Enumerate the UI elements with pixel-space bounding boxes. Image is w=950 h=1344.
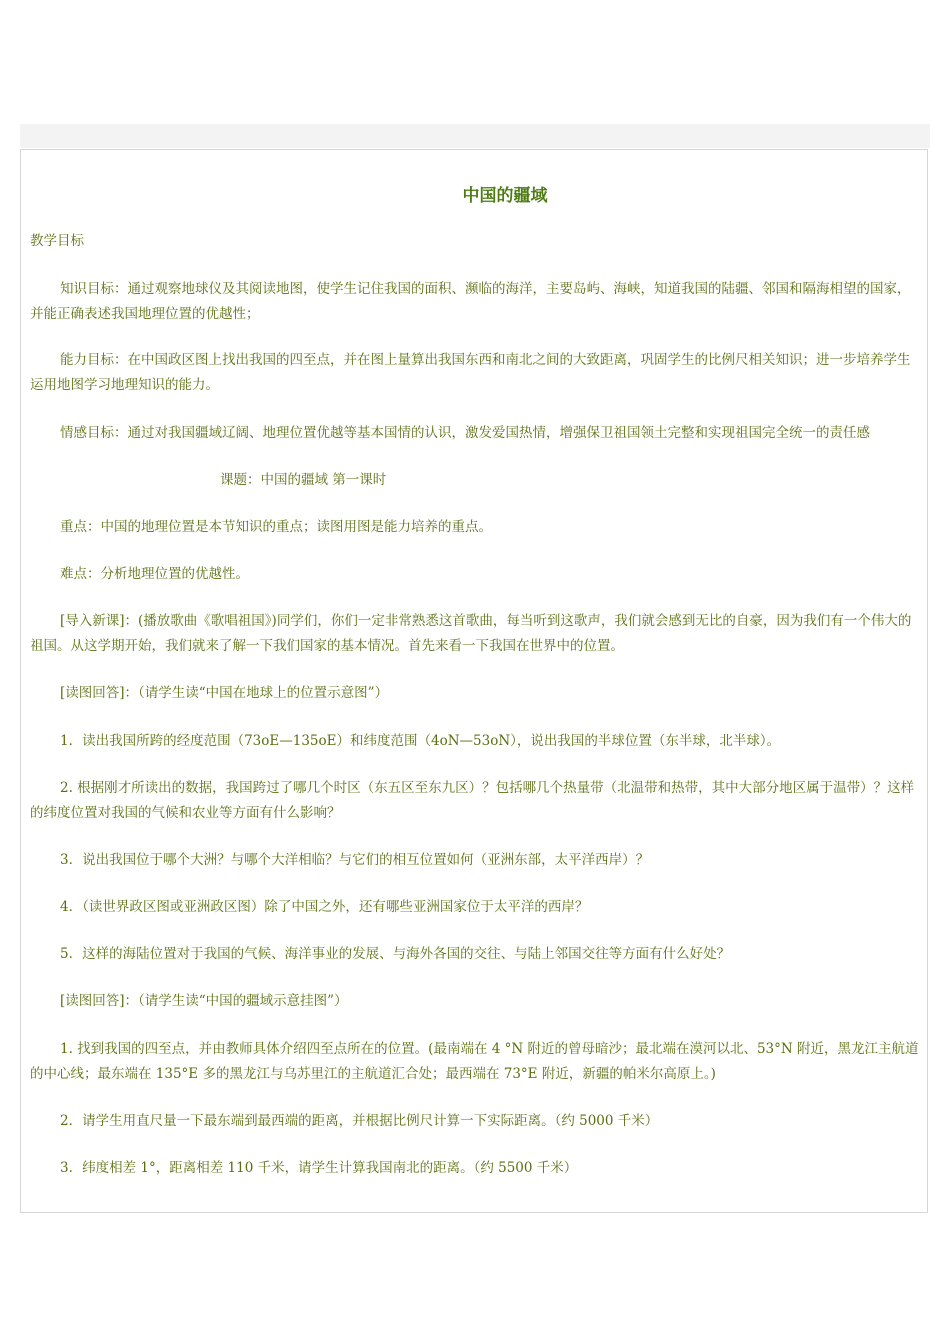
- page-title: 中国的疆域: [462, 186, 548, 206]
- question-item: 3．纬度相差 1°，距离相差 110 千米，请学生计算我国南北的距离。（约 5500 千米）: [60, 1160, 578, 1176]
- ability-goal: 能力目标：在中国政区图上找出我国的四至点，并在图上量算出我国东西和南北之间的大致距离，巩固学生的比例尺相关知识；进一步培养学生运用地图学习地理知识的能力。: [30, 352, 911, 393]
- read-map-heading-2: [读图回答]：（请学生读“中国的疆域示意挂图”）: [60, 993, 348, 1009]
- question-item: 2．请学生用直尺量一下最东端到最西端的距离，并根据比例尺计算一下实际距离。（约 5000 千米）: [60, 1113, 659, 1129]
- header-band: [20, 124, 930, 148]
- question-item: 3．说出我国位于哪个大洲？与哪个大洋相临？与它们的相互位置如何（亚洲东部，太平洋西岸）？: [60, 852, 650, 868]
- key-point: 重点：中国的地理位置是本节知识的重点；读图用图是能力培养的重点。: [60, 519, 492, 535]
- question-item: 2. 根据刚才所读出的数据，我国跨过了哪几个时区（东五区至东九区）？包括哪几个热量带（北温带和热带，其中大部分地区属于温带）？这样的纬度位置对我国的气候和农业等方面有什么影响？: [30, 780, 915, 821]
- question-item: 4．（读世界政区图或亚洲政区图）除了中国之外，还有哪些亚洲国家位于太平洋的西岸？: [60, 899, 589, 915]
- question-item: 5．这样的海陆位置对于我国的气候、海洋事业的发展、与海外各国的交往、与陆上邻国交往等方面有什么好处？: [60, 946, 731, 962]
- lesson-title: 课题：中国的疆域 第一课时: [220, 472, 387, 488]
- question-item: 1．读出我国所跨的经度范围（73oE—135oE）和纬度范围（4oN—53oN），说出我国的半球位置（东半球，北半球）。: [60, 733, 781, 749]
- question-item: 1. 找到我国的四至点，并由教师具体介绍四至点所在的位置。(最南端在 4 °N 附近的曾母暗沙；最北端在漠河以北、53°N 附近，黑龙江主航道的中心线；最东端在 135°E 多的黑龙江与乌苏里江的主航道汇合处；最西端在 73°E 附近，新疆的帕米尔高原上。): [30, 1041, 919, 1082]
- section-heading: 教学目标: [30, 233, 84, 249]
- intro-paragraph: [导入新课]：(播放歌曲《歌唱祖国》)同学们，你们一定非常熟悉这首歌曲，每当听到这歌声，我们就会感到无比的自豪，因为我们有一个伟大的祖国。从这学期开始，我们就来了解一下我们国家的基本情况。首先来看一下我国在世界中的位置。: [30, 613, 912, 654]
- read-map-heading-1: [读图回答]：（请学生读“中国在地球上的位置示意图”）: [60, 685, 389, 701]
- difficulty: 难点：分析地理位置的优越性。: [60, 566, 249, 582]
- knowledge-goal: 知识目标：通过观察地球仪及其阅读地图，使学生记住我国的面积、濒临的海洋，主要岛屿、海峡，知道我国的陆疆、邻国和隔海相望的国家，并能正确表述我国地理位置的优越性；: [30, 281, 911, 322]
- emotion-goal: 情感目标：通过对我国疆域辽阔、地理位置优越等基本国情的认识，激发爱国热情，增强保卫祖国领土完整和实现祖国完全统一的责任感: [60, 425, 870, 441]
